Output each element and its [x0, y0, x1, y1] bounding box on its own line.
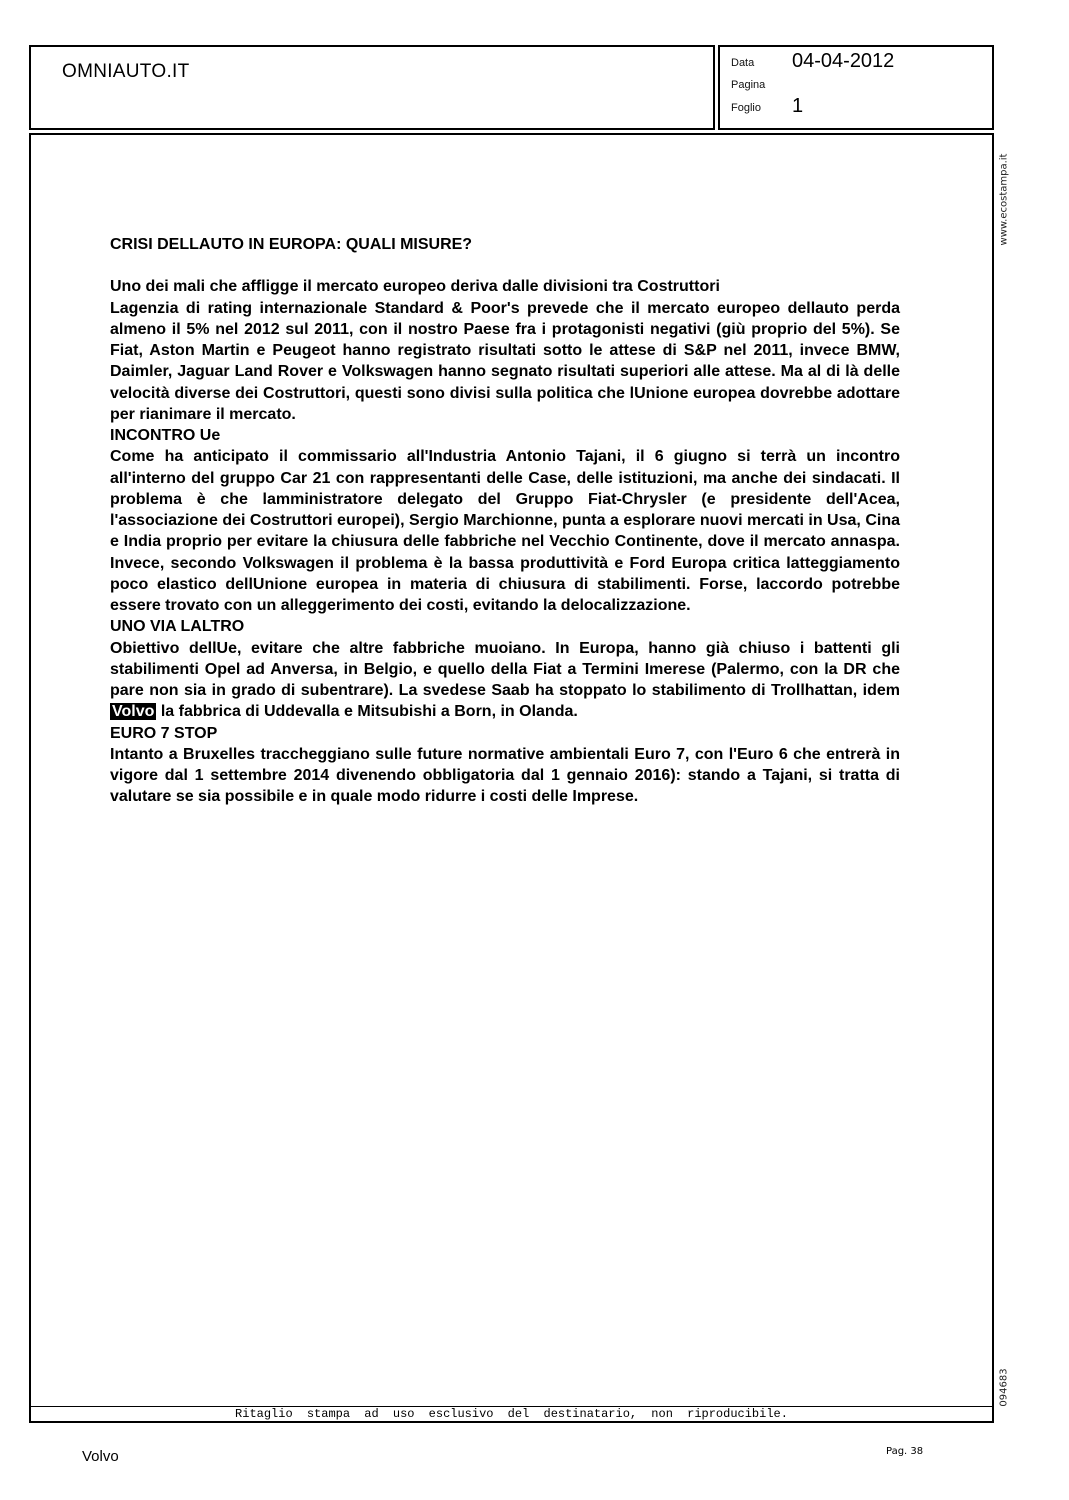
- paragraph-3-before: Obiettivo dellUe, evitare che altre fabbriche muoiano. In Europa, hanno già chiuso i battenti gli stabilimenti Opel ad Anversa, in Belgio, e quello della Fiat a Termini Imerese (Palermo, con la DR che pare non sia in grado di subentrare). La svedese Saab ha stoppato lo stabilimento di Trollhattan, idem: [110, 639, 900, 699]
- side-code: [996, 1368, 1012, 1406]
- article-lead: Uno dei mali che affligge il mercato europeo deriva dalle divisioni tra Costruttori: [110, 278, 720, 296]
- publication-name: OMNIAUTO.IT: [62, 61, 190, 82]
- page-number: Pag. 38: [886, 1446, 924, 1457]
- header-meta-box: [718, 45, 994, 130]
- foglio-value: 1: [792, 95, 804, 117]
- section-heading-uno-via: UNO VIA LALTRO: [110, 618, 245, 636]
- paragraph-3-after: la fabbrica di Uddevalla e Mitsubishi a Born, in Olanda.: [160, 703, 578, 721]
- article-paragraph-4: Intanto a Bruxelles traccheggiano sulle future normative ambientali Euro 7, con l'Euro 6 che entrerà in vigore dal 1 settembre 2014 divenendo obbligatoria dal 1 gennaio 2016): stando a Tajani, si tratta di valutare se sia possibile e in quale modo ridurre i costi delle Imprese.: [110, 745, 900, 806]
- article-paragraph-2: Come ha anticipato il commissario all'Industria Antonio Tajani, il 6 giugno si terrà un incontro all'interno del gruppo Car 21 con rappresentanti delle Case, delle istituzioni, ma anche dei sindacati. Il problema è che lamministratore delegato del Gruppo Fiat-Chrysler (e presidente dell'Acea, l'associazione dei Costruttori europei), Sergio Marchionne, punta a esplorare nuovi mercati in Usa, Cina e India proprio per evitare la chiusura delle fabbriche nel Vecchio Continente, dove il mercato annaspa. Invece, secondo Volkswagen il problema è la bassa produttività e Ford Europa critica latteggiamento poco elastico dellUnione europea in materia di chiusura di stabilimenti. Forse, laccordo potrebbe essere trovato con un alleggerimento dei costi, evitando la delocalizzazione.: [110, 448, 900, 614]
- section-heading-euro7: EURO 7 STOP: [110, 724, 218, 742]
- side-code-text: 094683: [998, 1367, 1010, 1407]
- data-value: 04-04-2012: [792, 50, 895, 72]
- foglio-label: Foglio: [731, 102, 761, 114]
- data-label: Data: [731, 57, 755, 69]
- article-paragraph-1: Lagenzia di rating internazionale Standard & Poor's prevede che il mercato europeo dellauto perda almeno il 5% nel 2012 sul 2011, con il nostro Paese fra i protagonisti negativi (giù proprio del 5%). Se Fiat, Aston Martin e Peugeot hanno registrato risultati sotto le attese di S&P nel 2011, invece BMW, Daimler, Jaguar Land Rover e Volkswagen hanno segnato risultati superiori alle attese. Ma al di là delle velocità diverse dei Costruttori, questi sono divisi sulla politica che lUnione europea dovrebbe adottare per rianimare il mercato.: [110, 299, 900, 423]
- article-body: [110, 234, 900, 808]
- keyword-tag: Volvo: [82, 1448, 119, 1465]
- pagina-label: Pagina: [731, 79, 766, 91]
- highlighted-keyword: Volvo: [112, 703, 155, 721]
- section-heading-incontro: INCONTRO Ue: [110, 427, 221, 444]
- side-url: [996, 148, 1012, 250]
- side-url-text: www.ecostampa.it: [998, 153, 1010, 245]
- footer-disclaimer: Ritaglio stampa ad uso esclusivo del destinatario, non riproducibile.: [235, 1407, 788, 1421]
- article-paragraph-3: [110, 638, 900, 723]
- article-title: CRISI DELLAUTO IN EUROPA: QUALI MISURE?: [110, 236, 473, 253]
- header-publication-box: [29, 45, 715, 130]
